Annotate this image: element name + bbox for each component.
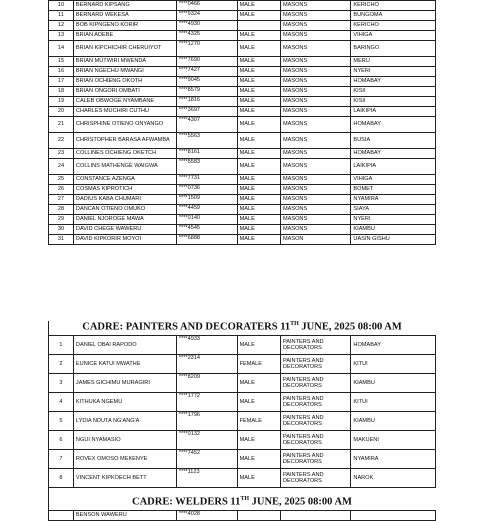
cell-name: BERNARD KIPSANG xyxy=(73,1,176,11)
cell-county: LAIKIPIA xyxy=(351,107,436,117)
cell-county: BOMET xyxy=(351,185,436,195)
cell-gender: MALE xyxy=(237,31,280,41)
cell-trade: MASONS xyxy=(280,1,350,11)
cell-trade: PAINTERS AND DECORATORS xyxy=(280,431,350,450)
cell-trade: MASONS xyxy=(280,21,350,31)
cell-trade: MASONS xyxy=(280,159,350,175)
table-left-border xyxy=(48,486,49,510)
cell-id: ****0140 xyxy=(176,215,237,225)
cell-name: BOB KIPNGENO KORIR xyxy=(73,21,176,31)
cell-id: ****1796 xyxy=(176,412,237,431)
cell-no: 11 xyxy=(49,11,74,21)
cell-county: LAIKIPIA xyxy=(351,159,436,175)
cell-gender: MALE xyxy=(237,225,280,235)
cell-id: ****5583 xyxy=(176,159,237,175)
cell-no: 3 xyxy=(49,374,74,393)
cell-gender: MALE xyxy=(237,57,280,67)
cell-id: ****1509 xyxy=(176,195,237,205)
welders-heading-text: CADRE: WELDERS 11 xyxy=(132,496,241,508)
painters-heading xyxy=(48,321,436,333)
cell-trade: MASONS xyxy=(280,175,350,185)
table-row xyxy=(49,21,436,31)
cell-name: COSMAS KIPROTICH xyxy=(73,185,176,195)
cell-id: ****1816 xyxy=(176,97,237,107)
cell-county: HOMABAY xyxy=(351,77,436,87)
cell-county: KERICHO xyxy=(351,1,436,11)
table-row xyxy=(49,31,436,41)
cell-gender: MALE xyxy=(237,149,280,159)
cell-trade: MASONS xyxy=(280,31,350,41)
table-row xyxy=(49,97,436,107)
table-row xyxy=(49,469,436,488)
cell-name: COLLINS MATHENGE WAIGWA xyxy=(73,159,176,175)
cell-county: BUSIA xyxy=(351,133,436,149)
cell-id: ****0466 xyxy=(176,1,237,11)
table-row xyxy=(49,87,436,97)
cell-gender: MALE xyxy=(237,77,280,87)
cell-name: BRIAN MUTWIRI MWENDA xyxy=(73,57,176,67)
cell-gender: MALE xyxy=(237,393,280,412)
cell-id: ****8209 xyxy=(176,374,237,393)
cell-gender: MALE xyxy=(237,374,280,393)
welders-heading-sup: TH xyxy=(240,496,250,502)
cell-gender: MALE xyxy=(237,117,280,133)
cell-trade: PAINTERS AND DECORATORS xyxy=(280,393,350,412)
cell-trade: PAINTERS AND DECORATORS xyxy=(280,412,350,431)
cell-name: KITHUKA NGEMU xyxy=(73,393,176,412)
cell-county: UASIN GISHU xyxy=(351,235,436,245)
table-row xyxy=(49,225,436,235)
cell-gender: MALE xyxy=(237,205,280,215)
cell-gender: MALE xyxy=(237,97,280,107)
cell-name: BRIAN KIPCHICHIR CHERUIYOT xyxy=(73,41,176,57)
table-row xyxy=(49,67,436,77)
cell-gender: FEMALE xyxy=(237,355,280,374)
cell-trade: MASONS xyxy=(280,41,350,57)
cell-id: ****8161 xyxy=(176,149,237,159)
cell-name: DANCAN OTIENO OMUKO xyxy=(73,205,176,215)
cell-name: NGUI NYAMASIO xyxy=(73,431,176,450)
painters-heading-text: CADRE: PAINTERS AND DECORATERS 11 xyxy=(82,321,291,333)
cell-id: ****1123 xyxy=(176,469,237,488)
cell-county: KISII xyxy=(351,87,436,97)
cell-name: DANIEL NJOROGE MAWA xyxy=(73,215,176,225)
cell-id: ****1270 xyxy=(176,41,237,57)
cell-county: NYERI xyxy=(351,67,436,77)
table-row xyxy=(49,393,436,412)
cell-gender: MALE xyxy=(237,133,280,149)
table-row xyxy=(49,185,436,195)
table-row xyxy=(49,107,436,117)
table-row xyxy=(49,159,436,175)
cell-county: KITUI xyxy=(351,393,436,412)
table-row xyxy=(49,215,436,225)
cell-no: 4 xyxy=(49,393,74,412)
cell-id: ****0132 xyxy=(176,431,237,450)
cell-name: CHARLES MUCHIRI CUTHU xyxy=(73,107,176,117)
cell-no: 28 xyxy=(49,205,74,215)
cell-trade: MASONS xyxy=(280,215,350,225)
table-row xyxy=(49,11,436,21)
cell-id: ****4307 xyxy=(176,117,237,133)
cell-trade: MASONS xyxy=(280,107,350,117)
cell-no: 27 xyxy=(49,195,74,205)
cell-gender xyxy=(237,21,280,31)
cell-gender: FEMALE xyxy=(237,412,280,431)
cell-gender: MALE xyxy=(237,67,280,77)
table-row xyxy=(49,355,436,374)
cell-trade: MASON xyxy=(280,235,350,245)
cell-id: ****4545 xyxy=(176,225,237,235)
cell-county: NYAMIRA xyxy=(351,450,436,469)
cell-trade: MASONS xyxy=(280,149,350,159)
cell-county: HOMABAY xyxy=(351,149,436,159)
cell-name: DAVID CHEGE WAWERU xyxy=(73,225,176,235)
cell-name: COLLINES OCHIENG OKETCH xyxy=(73,149,176,159)
cell-name: ROVEX OMOSO MEKENYE xyxy=(73,450,176,469)
table-left-border xyxy=(48,321,49,335)
cell-no: 24 xyxy=(49,159,74,175)
cell-no: 15 xyxy=(49,57,74,67)
cell-no: 6 xyxy=(49,431,74,450)
table-row xyxy=(49,205,436,215)
table-row xyxy=(49,431,436,450)
cell-county: KIAMBU xyxy=(351,374,436,393)
cell-no: 10 xyxy=(49,1,74,11)
cell-gender: MALE xyxy=(237,185,280,195)
cell-trade: MASONS xyxy=(280,77,350,87)
cell-county: VIHIGA xyxy=(351,175,436,185)
cell-county: MERU xyxy=(351,57,436,67)
table-row xyxy=(49,41,436,57)
cell-id: ****6888 xyxy=(176,235,237,245)
cell-gender: MALE xyxy=(237,431,280,450)
cell-no: 2 xyxy=(49,355,74,374)
cell-no: 26 xyxy=(49,185,74,195)
cell-name: BRIAN ONGORI OMBATI xyxy=(73,87,176,97)
table-row xyxy=(49,195,436,205)
table-row xyxy=(49,133,436,149)
cell-gender: MALE xyxy=(237,1,280,11)
masons-table xyxy=(48,0,436,245)
table-row xyxy=(49,374,436,393)
cell-trade: PAINTERS AND DECORATORS xyxy=(280,336,350,355)
cell-no: 21 xyxy=(49,117,74,133)
cell-name: BRIAN OCHIENG OKOTH xyxy=(73,77,176,87)
cell-trade: MASONS xyxy=(280,97,350,107)
cell-name: VINCENT KIPKOECH BETT xyxy=(73,469,176,488)
table-row xyxy=(49,57,436,67)
cell-gender: MALE xyxy=(237,107,280,117)
cell-name: CHRISTOPHER BARASA AFWAMBA xyxy=(73,133,176,149)
cell-county: VIHIGA xyxy=(351,31,436,41)
cell-name: CHRISPHINE OTIENO ONYANGO xyxy=(73,117,176,133)
cell-county: SIAYA xyxy=(351,205,436,215)
cell-gender: MALE xyxy=(237,159,280,175)
cell-id: ****5563 xyxy=(176,133,237,149)
cell-no: 12 xyxy=(49,21,74,31)
cell-trade: MASONS xyxy=(280,205,350,215)
cell-no: 22 xyxy=(49,133,74,149)
cell-gender: MALE xyxy=(237,195,280,205)
cell-no: 13 xyxy=(49,31,74,41)
cell-county: HOMABAY xyxy=(351,117,436,133)
cell-id: ****7690 xyxy=(176,57,237,67)
cell-id: ****4933 xyxy=(176,336,237,355)
table-row xyxy=(49,336,436,355)
cell-county: KIAMBU xyxy=(351,225,436,235)
cell-no: 20 xyxy=(49,107,74,117)
cell-id: ****9324 xyxy=(176,11,237,21)
cell-gender: MALE xyxy=(237,215,280,225)
cell-id: ****2314 xyxy=(176,355,237,374)
painters-heading-sup: TH xyxy=(290,321,299,327)
table-row xyxy=(49,149,436,159)
cell-no: 7 xyxy=(49,450,74,469)
cell-county: KERICHO xyxy=(351,21,436,31)
cell-no: 29 xyxy=(49,215,74,225)
cell-id: ****3697 xyxy=(176,107,237,117)
cell-name: JAMES GICHIMU MURAGIRI xyxy=(73,374,176,393)
cell-no: 14 xyxy=(49,41,74,57)
cell-county: KISII xyxy=(351,97,436,107)
cell-no: 31 xyxy=(49,235,74,245)
cell-trade: MASONS xyxy=(280,117,350,133)
cell-name: DANIEL OBAI RAPODO xyxy=(73,336,176,355)
cell-gender: MALE xyxy=(237,175,280,185)
painters-table xyxy=(48,335,436,488)
cell-name: BRIAN NGECHU MWANGI xyxy=(73,67,176,77)
cell-id: ****7452 xyxy=(176,450,237,469)
cell-county: NYERI xyxy=(351,215,436,225)
cell-trade: PAINTERS AND DECORATORS xyxy=(280,450,350,469)
cell-no: 16 xyxy=(49,67,74,77)
cell-id: ****7731 xyxy=(176,175,237,185)
cell-trade: PAINTERS AND DECORATORS xyxy=(280,355,350,374)
welders-heading-date: JUNE, 2025 08:00 AM xyxy=(249,496,352,508)
welders-heading xyxy=(48,496,436,508)
cell-county: NYAMIRA xyxy=(351,195,436,205)
cell-trade: MASONS xyxy=(280,57,350,67)
cell-trade: MASONS xyxy=(280,185,350,195)
cell-trade: MASONS xyxy=(280,11,350,21)
cell-name: LYDIA NDUTA NG'ANG'A xyxy=(73,412,176,431)
cell-no: 30 xyxy=(49,225,74,235)
cell-id: ****4930 xyxy=(176,21,237,31)
cell-no: 18 xyxy=(49,87,74,97)
cell-name: CONSTANCE AZENGA xyxy=(73,175,176,185)
cell-no: 23 xyxy=(49,149,74,159)
cell-name: BENSON WAWERU xyxy=(73,511,176,521)
cell-name: DADIUS KABA CHUMARI xyxy=(73,195,176,205)
cell-trade: MASONS xyxy=(280,195,350,205)
cell-id: ****4028 xyxy=(176,511,237,521)
table-row xyxy=(49,117,436,133)
table-row xyxy=(49,175,436,185)
cell-name: DAVID KIPKORIR MOYOI xyxy=(73,235,176,245)
cell-county: NAROK xyxy=(351,469,436,488)
cell-no: 17 xyxy=(49,77,74,87)
cell-gender: MALE xyxy=(237,87,280,97)
cell-trade: MASONS xyxy=(280,133,350,149)
cell-trade: MASONS xyxy=(280,87,350,97)
table-row xyxy=(49,1,436,11)
cell-id: ****0736 xyxy=(176,185,237,195)
cell-no: 25 xyxy=(49,175,74,185)
cell-trade: PAINTERS AND DECORATORS xyxy=(280,469,350,488)
cell-gender: MALE xyxy=(237,336,280,355)
table-row xyxy=(49,412,436,431)
cell-trade: PAINTERS AND DECORATORS xyxy=(280,374,350,393)
cell-name: CALEB OBWOGE NYAMBANE xyxy=(73,97,176,107)
cell-county: KIAMBU xyxy=(351,412,436,431)
cell-gender: MALE xyxy=(237,450,280,469)
cell-gender: MALE xyxy=(237,11,280,21)
cell-county: BUNGOMA xyxy=(351,11,436,21)
cell-trade: MASONS xyxy=(280,67,350,77)
cell-county: MAKUENI xyxy=(351,431,436,450)
table-row xyxy=(49,450,436,469)
cell-name: BRIAN ADEBE xyxy=(73,31,176,41)
cell-no: 5 xyxy=(49,412,74,431)
painters-heading-date: JUNE, 2025 08:00 AM xyxy=(298,321,402,333)
cell-county: BARINGO xyxy=(351,41,436,57)
cell-id: ****8579 xyxy=(176,87,237,97)
table-row xyxy=(49,77,436,87)
cell-id: ****9045 xyxy=(176,77,237,87)
cell-county: KITUI xyxy=(351,355,436,374)
cell-id: ****7427 xyxy=(176,67,237,77)
table-row xyxy=(49,235,436,245)
cell-id: ****4325 xyxy=(176,31,237,41)
cell-no: 19 xyxy=(49,97,74,107)
cell-no: 1 xyxy=(49,336,74,355)
cell-id: ****1772 xyxy=(176,393,237,412)
cell-name: BERNARD WEKESA xyxy=(73,11,176,21)
cell-no: 8 xyxy=(49,469,74,488)
cell-gender: MALE xyxy=(237,41,280,57)
cell-county: HOMABAY xyxy=(351,336,436,355)
cell-gender: MALE xyxy=(237,235,280,245)
cell-gender: MALE xyxy=(237,469,280,488)
cell-id: ****4459 xyxy=(176,205,237,215)
cell-trade: MASONS xyxy=(280,225,350,235)
cell-name: EUNICE KATUI MWATHE xyxy=(73,355,176,374)
